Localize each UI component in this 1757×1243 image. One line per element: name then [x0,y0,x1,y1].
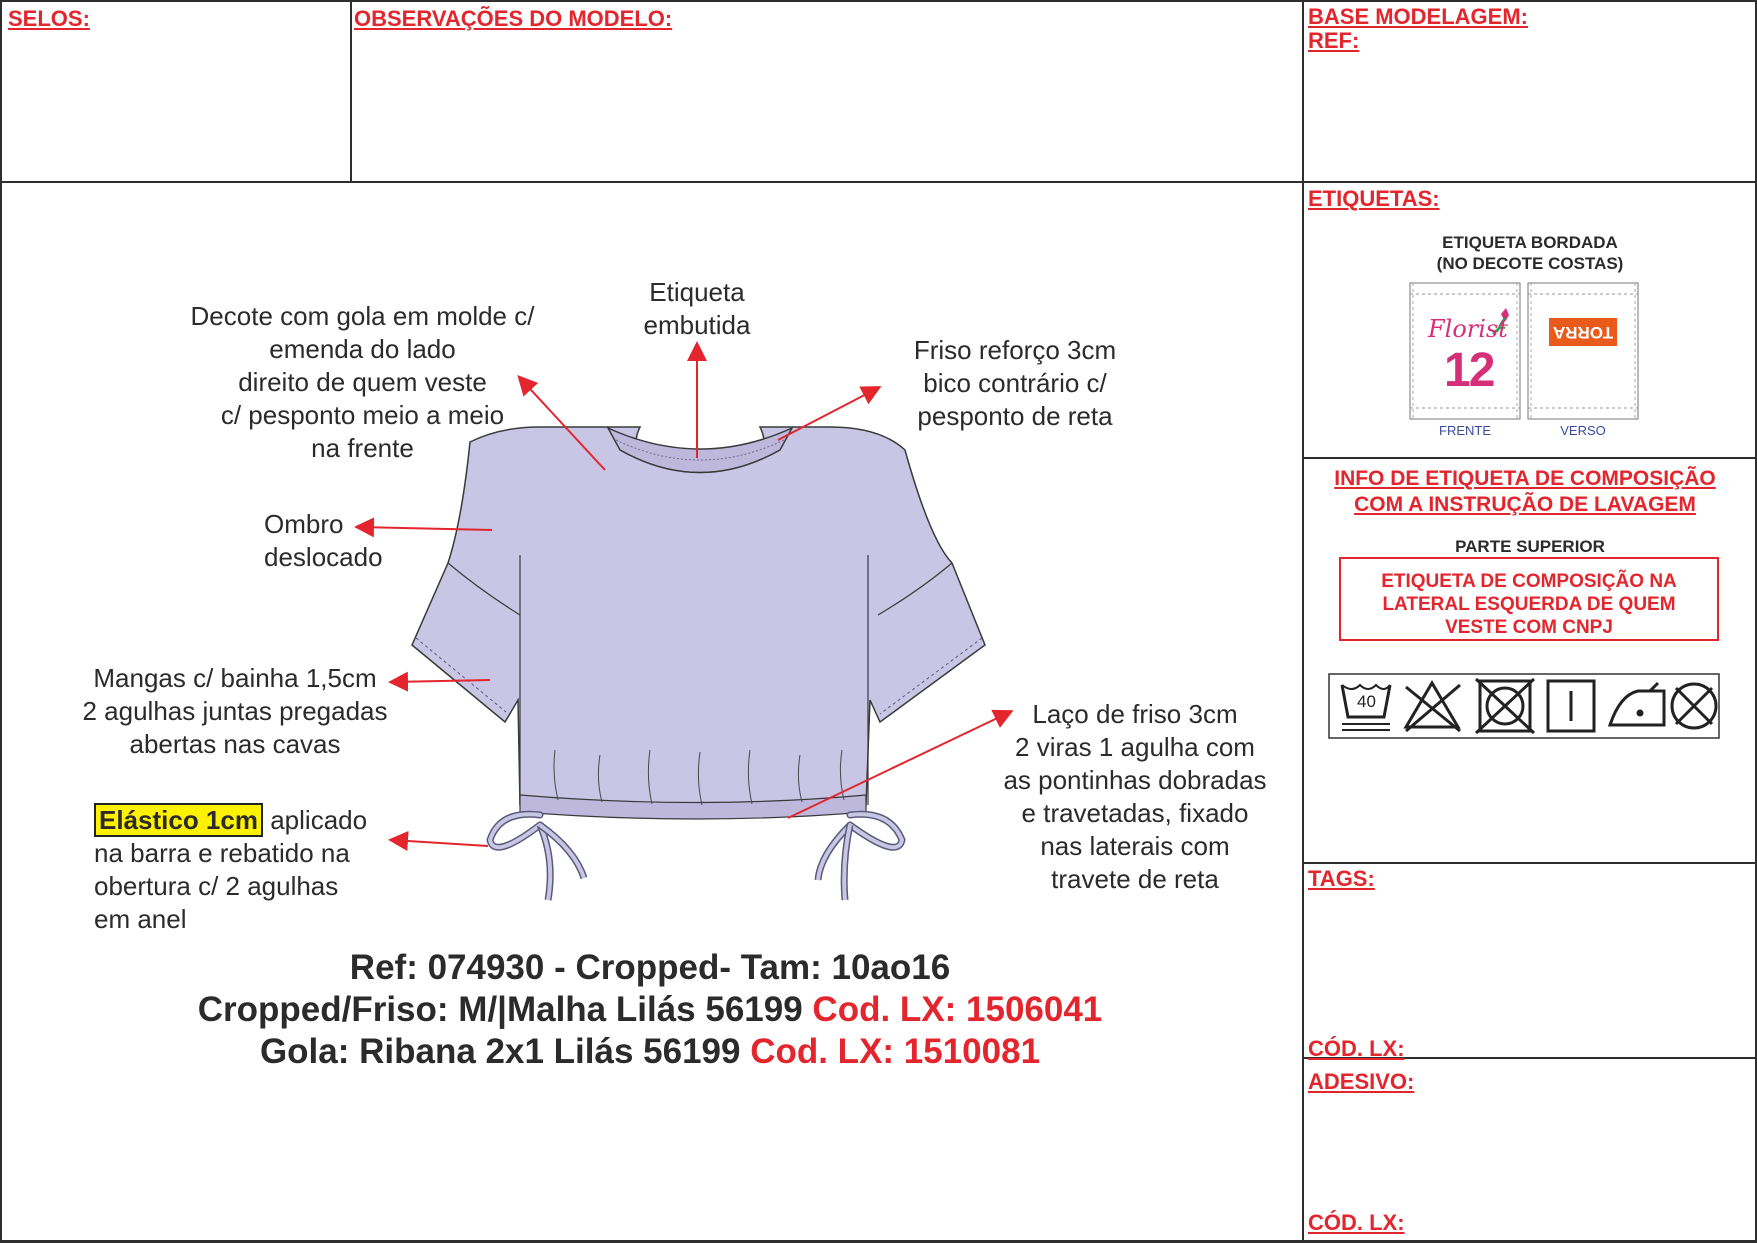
elastico-rest: aplicado [270,805,368,835]
annotation-laco-line: e travetadas, fixado [1021,798,1249,828]
label-back-icon [1527,282,1639,420]
annotation-elastico-first-line [94,804,367,837]
annotation-laco-line: travete de reta [1051,864,1219,894]
divider-selos [350,0,352,182]
annotation-decote-line: c/ pesponto meio a meio [220,400,505,430]
divider-composicao [1302,862,1757,864]
annotation-etiqueta-line: Etiqueta [649,277,745,307]
composicao-title-line2: COM A INSTRUÇÃO DE LAVAGEM [1354,493,1696,516]
annotation-elastico [94,804,367,936]
annotation-ombro-line: deslocado [264,542,383,572]
annotation-decote [150,300,575,465]
annotation-ombro-line: Ombro [264,509,344,539]
annotation-decote-line: na frente [311,433,414,463]
annotation-decote-line: emenda do lado [269,334,456,364]
product-info [100,947,1200,1073]
etiqueta-bordada-title [1380,232,1680,274]
label-back-brand: TORRA [1552,323,1614,342]
annotation-friso [880,334,1150,433]
product-ref-line: Ref: 074930 - Cropped- Tam: 10ao16 [349,948,951,987]
etiqueta-title-line2: (NO DECOTE COSTAS) [1436,254,1624,273]
annotation-friso-line: pesponto de reta [917,401,1113,431]
wash-temperature: 40 [1357,692,1376,711]
product-gola-code: Cod. LX: 1510081 [750,1032,1041,1071]
adesivo-cod-lx-label: CÓD. LX: [1308,1210,1405,1235]
annotation-elastico-line: em anel [94,904,187,934]
label-front-brand: Florist [1428,315,1508,343]
annotation-mangas-line: 2 agulhas juntas pregadas [82,696,388,726]
annotation-laco-line: nas laterais com [1040,831,1230,861]
annotation-elastico-line: obertura c/ 2 agulhas [94,871,339,901]
tags-label: TAGS: [1308,866,1375,891]
observacoes-label: OBSERVAÇÕES DO MODELO: [354,6,673,31]
product-fabric-text: Cropped/Friso: M/|Malha Lilás 56199 [197,990,803,1029]
annotation-etiqueta [597,276,797,342]
composicao-box-line2: LATERAL ESQUERDA DE QUEM [1382,594,1676,615]
annotation-laco-line: 2 viras 1 agulha com [1015,732,1255,762]
tags-cod-lx-label: CÓD. LX: [1308,1036,1405,1061]
annotation-etiqueta-line: embutida [643,310,751,340]
composicao-box [1339,557,1719,641]
composicao-box-line3: VESTE COM CNPJ [1445,617,1613,638]
adesivo-label: ADESIVO: [1308,1069,1415,1094]
composicao-title-line1: INFO DE ETIQUETA DE COMPOSIÇÃO [1334,467,1716,490]
annotation-mangas-line: abertas nas cavas [129,729,341,759]
composicao-title [1305,466,1745,518]
annotation-mangas [55,662,415,761]
elastico-highlight: Elástico 1cm [94,803,263,837]
etiqueta-title-line1: ETIQUETA BORDADA [1442,233,1618,252]
annotation-decote-line: direito de quem veste [238,367,487,397]
frame-top [0,0,1757,2]
product-fabric-line [100,989,1200,1031]
annotation-decote-line: Decote com gola em molde c/ [190,301,535,331]
annotation-friso-line: bico contrário c/ [923,368,1107,398]
label-front-caption: FRENTE [1439,423,1491,438]
product-fabric-code: Cod. LX: 1506041 [812,990,1103,1029]
parte-superior-label: PARTE SUPERIOR [1455,537,1605,556]
etiquetas-label: ETIQUETAS: [1308,186,1440,211]
right-bow-icon [818,814,902,900]
annotation-laco-line: as pontinhas dobradas [1003,765,1267,795]
ref-label: REF: [1308,28,1360,53]
annotation-laco-line: Laço de friso 3cm [1032,699,1238,729]
product-gola-line [100,1031,1200,1073]
base-modelagem-label: BASE MODELAGEM: [1308,4,1528,29]
wash-instructions [1328,673,1720,739]
garment-body [412,427,985,805]
annotation-laco [985,698,1285,896]
annotation-mangas-line: Mangas c/ bainha 1,5cm [93,663,377,693]
annotation-elastico-line: na barra e rebatido na [94,838,350,868]
label-back-caption: VERSO [1560,423,1606,438]
label-front-size: 12 [1444,344,1494,397]
left-bow-icon [490,814,584,900]
divider-etiquetas [1302,457,1757,459]
annotation-friso-line: Friso reforço 3cm [913,335,1117,365]
annotation-ombro [264,508,383,574]
selos-label: SELOS: [8,6,90,31]
product-gola-text: Gola: Ribana 2x1 Lilás 56199 [259,1032,741,1071]
arrow-elastico [392,840,488,846]
composicao-box-line1: ETIQUETA DE COMPOSIÇÃO NA [1381,571,1677,592]
